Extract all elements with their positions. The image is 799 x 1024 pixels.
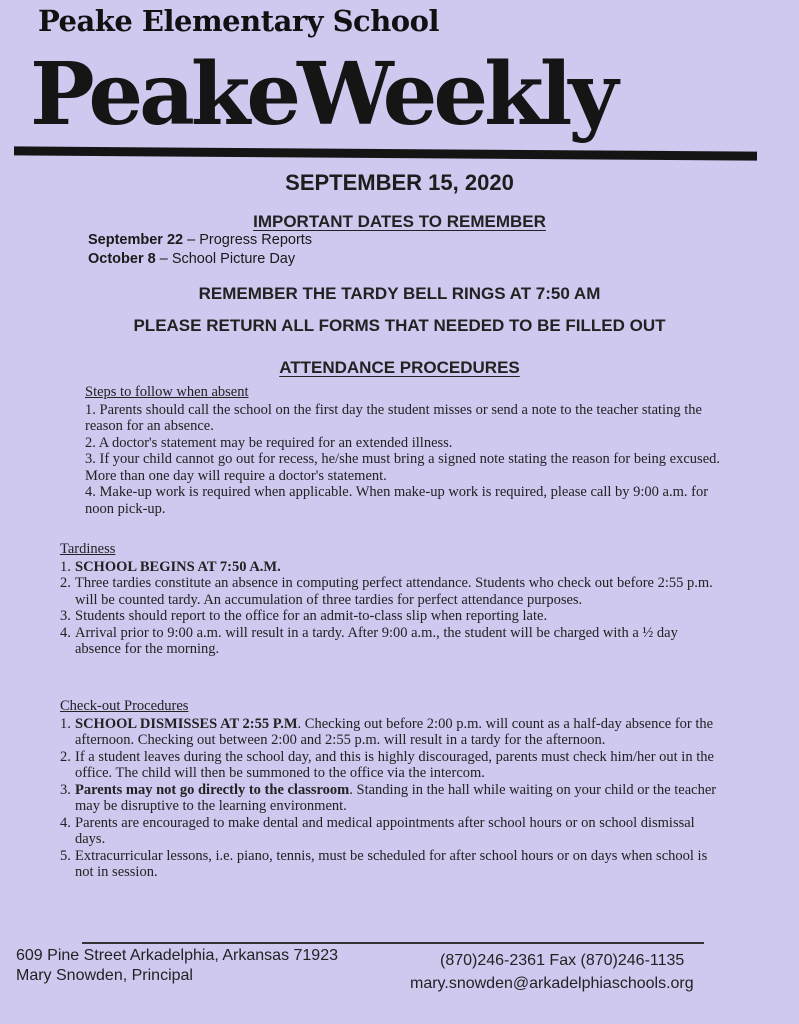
checkout-section [60, 698, 720, 881]
footer-divider [82, 942, 704, 944]
list-item: 1. SCHOOL DISMISSES AT 2:55 P.M. Checking out before 2:00 p.m. will count as a half-day absence for the afternoon. Checking out between 2:00 and 2:55 p.m. will result in a tardy for the afternoon. [60, 715, 714, 748]
important-dates-list [88, 231, 312, 269]
list-item: 5. Extracurricular lessons, i.e. piano, tennis, must be scheduled for after school hours or on days when school is not in session. [60, 847, 708, 880]
list-item: 2. Three tardies constitute an absence in computing perfect attendance. Students who check out before 2:55 p.m. will be counted tardy. An accumulation of three tardies for perfect attendance purposes. [60, 575, 713, 608]
absent-steps-heading: Steps to follow when absent [85, 384, 249, 400]
tardiness-section [60, 541, 720, 658]
list-item: 2. If a student leaves during the school day, and this is highly discouraged, parents must check him/her out in the office. The child will then be summoned to the office via the intercom. [60, 748, 714, 781]
issue-date: SEPTEMBER 15, 2020 [285, 170, 514, 195]
footer-phone: (870)246-2361 Fax (870)246-1135 [440, 952, 685, 969]
return-forms-notice: PLEASE RETURN ALL FORMS THAT NEEDED TO BE FILLED OUT [133, 316, 666, 335]
list-item: 4. Arrival prior to 9:00 a.m. will result in a tardy. After 9:00 a.m., the student will be charged with a ½ day absence for the morning. [60, 624, 678, 657]
list-item: 3. Parents may not go directly to the classroom. Standing in the hall while waiting on your child or the teacher may be disruptive to the learning environment. [60, 781, 717, 814]
important-dates-title: IMPORTANT DATES TO REMEMBER [253, 212, 546, 231]
masthead-rule [14, 146, 757, 160]
absent-steps-section [60, 384, 720, 517]
checkout-heading: Check-out Procedures [60, 698, 189, 714]
important-date-item: October 8 – School Picture Day [88, 251, 296, 267]
tardiness-heading: Tardiness [60, 541, 116, 557]
footer-address: 609 Pine Street Arkadelphia, Arkansas 71923 [16, 947, 338, 964]
newsletter-masthead: PeakeWeekly [30, 44, 615, 145]
list-item: 1. SCHOOL BEGINS AT 7:50 A.M. [60, 558, 281, 575]
list-item: 3. If your child cannot go out for recess, he/she must bring a signed note stating the reason for being excused. More than one day will require a doctor's statement. [85, 451, 721, 484]
tardy-bell-notice: REMEMBER THE TARDY BELL RINGS AT 7:50 AM [198, 284, 601, 303]
list-item: 3. Students should report to the office for an admit-to-class slip when reporting late. [60, 608, 548, 624]
list-item: 4. Parents are encouraged to make dental and medical appointments after school hours or on school dismissal days. [60, 814, 695, 847]
list-item: 4. Make-up work is required when applicable. When make-up work is required, please call by 9:00 a.m. for noon pick-up. [85, 484, 709, 517]
footer-principal: Mary Snowden, Principal [16, 967, 193, 984]
school-name: Peake Elementary School [38, 4, 439, 38]
list-item: 1. Parents should call the school on the first day the student misses or send a note to the teacher stating the reason for an absence. [85, 401, 702, 434]
footer-email: mary.snowden@arkadelphiaschools.org [410, 975, 694, 992]
list-item: 2. A doctor's statement may be required for an extended illness. [85, 434, 453, 451]
attendance-title: ATTENDANCE PROCEDURES [279, 358, 520, 377]
important-date-item: September 22 – Progress Reports [88, 232, 313, 248]
